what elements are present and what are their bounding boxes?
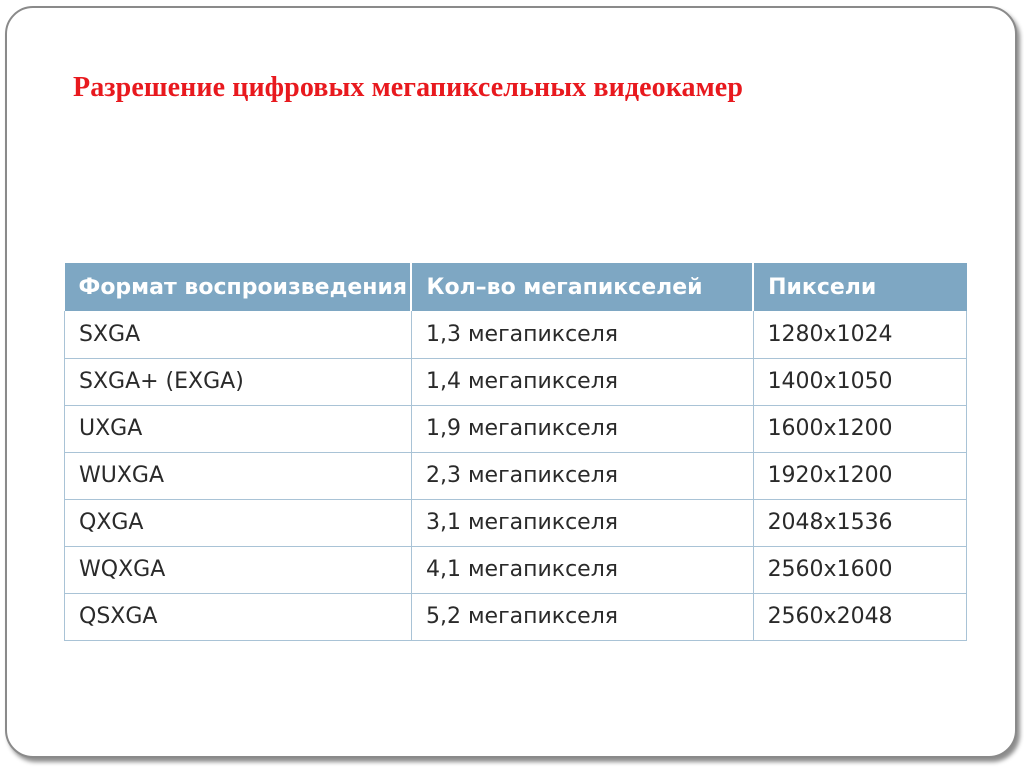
slide-title: Разрешение цифровых мегапиксельных видеокамер [73,72,743,103]
cell-pixels: 2560x1600 [753,546,966,593]
cell-format: SXGA+ (EXGA) [65,358,412,405]
header-pixels: Пиксели [753,263,966,311]
table-row [65,546,967,593]
table-row [65,311,967,358]
resolution-table [64,263,967,641]
cell-format: SXGA [65,311,412,358]
table-row [65,499,967,546]
cell-format: UXGA [65,405,412,452]
header-megapixels: Кол–во мегапикселей [411,263,753,311]
cell-megapixels: 1,3 мегапикселя [411,311,753,358]
cell-format: QSXGA [65,593,412,640]
cell-pixels: 1600x1200 [753,405,966,452]
cell-megapixels: 3,1 мегапикселя [411,499,753,546]
cell-pixels: 1400x1050 [753,358,966,405]
cell-pixels: 2048x1536 [753,499,966,546]
cell-megapixels: 5,2 мегапикселя [411,593,753,640]
header-format: Формат воспроизведения [65,263,412,311]
cell-format: WQXGA [65,546,412,593]
cell-megapixels: 2,3 мегапикселя [411,452,753,499]
cell-pixels: 1920x1200 [753,452,966,499]
table-row [65,452,967,499]
cell-format: QXGA [65,499,412,546]
table-row [65,593,967,640]
cell-megapixels: 1,9 мегапикселя [411,405,753,452]
table-row [65,358,967,405]
cell-pixels: 2560x2048 [753,593,966,640]
cell-pixels: 1280x1024 [753,311,966,358]
slide-frame [5,6,1017,758]
cell-format: WUXGA [65,452,412,499]
cell-megapixels: 1,4 мегапикселя [411,358,753,405]
cell-megapixels: 4,1 мегапикселя [411,546,753,593]
table-row [65,405,967,452]
table-header-row [65,263,967,311]
